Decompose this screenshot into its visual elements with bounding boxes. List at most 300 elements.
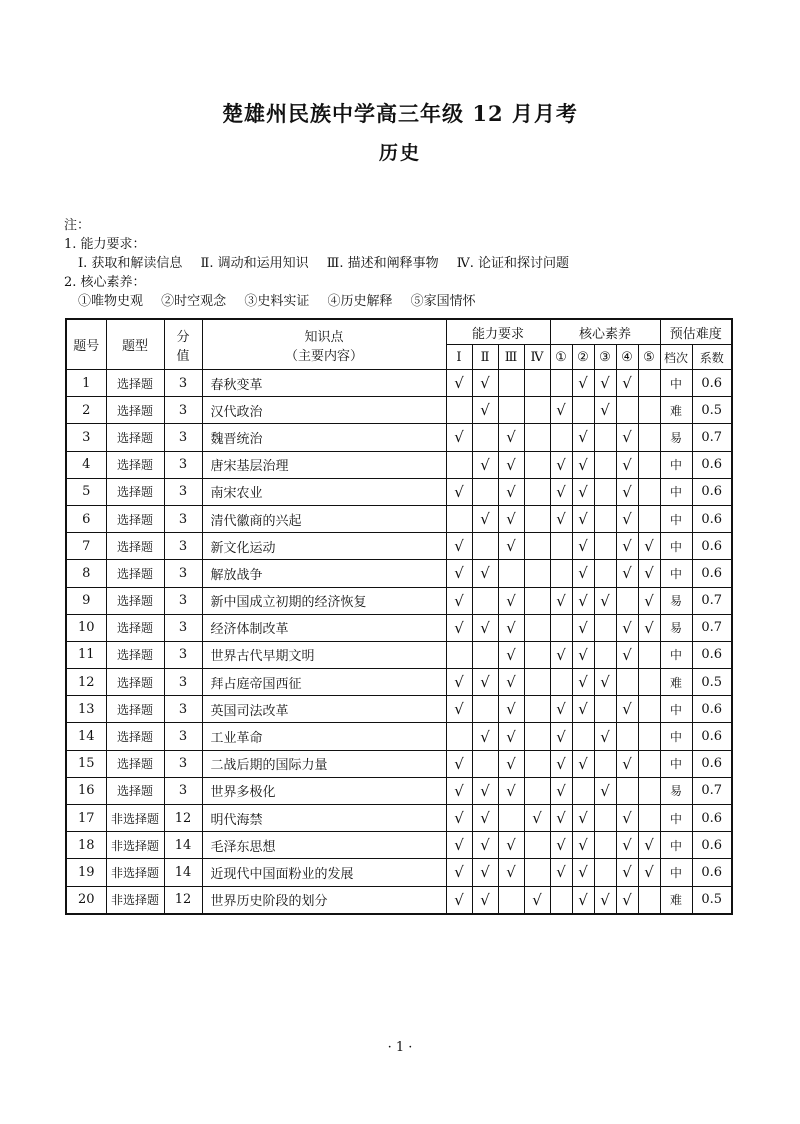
cell-ability-check bbox=[524, 641, 550, 668]
header-knowledge-line2: （主要内容） bbox=[284, 348, 363, 364]
cell-level: 中 bbox=[660, 451, 692, 478]
cell-score: 3 bbox=[164, 696, 202, 723]
cell-coef: 0.7 bbox=[692, 587, 732, 614]
cell-level: 难 bbox=[660, 397, 692, 424]
cell-ability-check: √ bbox=[446, 614, 472, 641]
cell-level: 中 bbox=[660, 750, 692, 777]
cell-literacy-check: √ bbox=[638, 533, 660, 560]
cell-topic: 新中国成立初期的经济恢复 bbox=[202, 587, 446, 614]
literacy-heading: 2. 核心素养： bbox=[64, 275, 146, 290]
cell-ability-check: √ bbox=[472, 886, 498, 914]
header-score-line1: 分 bbox=[176, 329, 190, 345]
cell-ability-check bbox=[498, 397, 524, 424]
cell-literacy-check bbox=[638, 723, 660, 750]
cell-ability-check bbox=[524, 370, 550, 397]
cell-topic: 新文化运动 bbox=[202, 533, 446, 560]
cell-ability-check bbox=[524, 505, 550, 532]
cell-literacy-check: √ bbox=[572, 451, 594, 478]
cell-type: 非选择题 bbox=[106, 805, 164, 832]
cell-type: 非选择题 bbox=[106, 832, 164, 859]
table-row bbox=[66, 750, 732, 777]
literacy-item: ⑤家国情怀 bbox=[410, 294, 476, 309]
cell-type: 非选择题 bbox=[106, 859, 164, 886]
cell-literacy-check bbox=[638, 805, 660, 832]
cell-ability-check bbox=[524, 750, 550, 777]
cell-ability-check: √ bbox=[498, 859, 524, 886]
cell-level: 中 bbox=[660, 723, 692, 750]
cell-ability-check bbox=[498, 805, 524, 832]
cell-literacy-check: √ bbox=[638, 560, 660, 587]
cell-literacy-check: √ bbox=[616, 478, 638, 505]
cell-ability-check: √ bbox=[498, 832, 524, 859]
cell-ability-check: √ bbox=[446, 424, 472, 451]
cell-literacy-check: √ bbox=[572, 832, 594, 859]
cell-type: 选择题 bbox=[106, 370, 164, 397]
cell-literacy-check: √ bbox=[616, 886, 638, 914]
cell-literacy-check: √ bbox=[572, 587, 594, 614]
header-literacy-col: ② bbox=[572, 345, 594, 370]
table-row bbox=[66, 696, 732, 723]
cell-score: 14 bbox=[164, 859, 202, 886]
cell-ability-check bbox=[524, 614, 550, 641]
cell-topic: 世界多极化 bbox=[202, 777, 446, 804]
table-row bbox=[66, 641, 732, 668]
table-row bbox=[66, 397, 732, 424]
cell-coef: 0.6 bbox=[692, 478, 732, 505]
notes-label: 注： bbox=[64, 218, 91, 233]
notes-section bbox=[64, 216, 744, 311]
cell-level: 中 bbox=[660, 805, 692, 832]
cell-ability-check bbox=[446, 505, 472, 532]
page-title: 楚雄州民族中学高三年级 12 月月考 bbox=[222, 101, 578, 126]
cell-literacy-check: √ bbox=[638, 587, 660, 614]
table-row bbox=[66, 832, 732, 859]
cell-literacy-check: √ bbox=[616, 805, 638, 832]
cell-coef: 0.6 bbox=[692, 641, 732, 668]
cell-literacy-check: √ bbox=[616, 832, 638, 859]
ability-item: Ⅰ. 获取和解读信息 bbox=[78, 256, 183, 271]
cell-ability-check: √ bbox=[446, 859, 472, 886]
cell-coef: 0.6 bbox=[692, 805, 732, 832]
cell-literacy-check: √ bbox=[550, 777, 572, 804]
cell-score: 3 bbox=[164, 478, 202, 505]
cell-score: 3 bbox=[164, 533, 202, 560]
cell-coef: 0.6 bbox=[692, 859, 732, 886]
cell-coef: 0.6 bbox=[692, 696, 732, 723]
table-row bbox=[66, 587, 732, 614]
cell-literacy-check: √ bbox=[550, 805, 572, 832]
cell-topic: 毛泽东思想 bbox=[202, 832, 446, 859]
cell-type: 选择题 bbox=[106, 560, 164, 587]
cell-literacy-check: √ bbox=[550, 832, 572, 859]
cell-score: 3 bbox=[164, 505, 202, 532]
cell-ability-check bbox=[498, 886, 524, 914]
header-difficulty: 预估难度 bbox=[660, 319, 732, 345]
cell-coef: 0.6 bbox=[692, 832, 732, 859]
header-knowledge bbox=[202, 319, 446, 370]
cell-literacy-check bbox=[594, 505, 616, 532]
cell-ability-check bbox=[446, 641, 472, 668]
cell-type: 选择题 bbox=[106, 641, 164, 668]
cell-score: 12 bbox=[164, 805, 202, 832]
cell-literacy-check: √ bbox=[572, 424, 594, 451]
cell-literacy-check: √ bbox=[550, 723, 572, 750]
cell-ability-check: √ bbox=[446, 696, 472, 723]
cell-score: 3 bbox=[164, 397, 202, 424]
cell-literacy-check bbox=[638, 696, 660, 723]
cell-number: 4 bbox=[66, 451, 106, 478]
cell-literacy-check: √ bbox=[616, 424, 638, 451]
cell-ability-check: √ bbox=[472, 370, 498, 397]
cell-score: 3 bbox=[164, 777, 202, 804]
header-ability-col: Ⅳ bbox=[524, 345, 550, 370]
cell-type: 选择题 bbox=[106, 533, 164, 560]
cell-level: 中 bbox=[660, 832, 692, 859]
subject-title: 历史 bbox=[378, 142, 421, 164]
cell-literacy-check: √ bbox=[638, 832, 660, 859]
cell-literacy-check: √ bbox=[550, 750, 572, 777]
table-row bbox=[66, 451, 732, 478]
cell-score: 3 bbox=[164, 370, 202, 397]
cell-literacy-check: √ bbox=[616, 451, 638, 478]
cell-literacy-check: √ bbox=[572, 614, 594, 641]
cell-ability-check bbox=[498, 560, 524, 587]
cell-ability-check: √ bbox=[498, 696, 524, 723]
cell-number: 3 bbox=[66, 424, 106, 451]
cell-literacy-check bbox=[550, 560, 572, 587]
cell-number: 11 bbox=[66, 641, 106, 668]
cell-ability-check bbox=[524, 424, 550, 451]
header-level: 档次 bbox=[660, 345, 692, 370]
cell-topic: 魏晋统治 bbox=[202, 424, 446, 451]
cell-score: 3 bbox=[164, 750, 202, 777]
cell-ability-check bbox=[524, 832, 550, 859]
literacy-list bbox=[64, 292, 744, 311]
cell-ability-check: √ bbox=[498, 614, 524, 641]
header-score-line2: 值 bbox=[176, 348, 190, 364]
cell-score: 3 bbox=[164, 587, 202, 614]
table-row bbox=[66, 723, 732, 750]
cell-score: 12 bbox=[164, 886, 202, 914]
cell-literacy-check: √ bbox=[638, 859, 660, 886]
cell-literacy-check bbox=[638, 641, 660, 668]
cell-type: 选择题 bbox=[106, 424, 164, 451]
cell-topic: 经济体制改革 bbox=[202, 614, 446, 641]
cell-ability-check: √ bbox=[498, 641, 524, 668]
cell-ability-check bbox=[472, 424, 498, 451]
cell-ability-check: √ bbox=[446, 587, 472, 614]
table-row bbox=[66, 614, 732, 641]
cell-type: 选择题 bbox=[106, 478, 164, 505]
cell-literacy-check: √ bbox=[572, 533, 594, 560]
cell-literacy-check bbox=[638, 478, 660, 505]
cell-level: 易 bbox=[660, 424, 692, 451]
cell-ability-check: √ bbox=[498, 723, 524, 750]
cell-literacy-check bbox=[638, 370, 660, 397]
cell-literacy-check bbox=[594, 832, 616, 859]
cell-literacy-check bbox=[550, 669, 572, 696]
cell-level: 中 bbox=[660, 370, 692, 397]
cell-ability-check: √ bbox=[472, 397, 498, 424]
cell-coef: 0.6 bbox=[692, 533, 732, 560]
cell-number: 6 bbox=[66, 505, 106, 532]
cell-literacy-check bbox=[594, 614, 616, 641]
cell-type: 选择题 bbox=[106, 587, 164, 614]
cell-number: 8 bbox=[66, 560, 106, 587]
cell-score: 3 bbox=[164, 451, 202, 478]
cell-ability-check bbox=[446, 723, 472, 750]
cell-literacy-check: √ bbox=[594, 370, 616, 397]
cell-type: 选择题 bbox=[106, 451, 164, 478]
cell-literacy-check: √ bbox=[616, 859, 638, 886]
table-row bbox=[66, 669, 732, 696]
cell-number: 5 bbox=[66, 478, 106, 505]
cell-level: 难 bbox=[660, 669, 692, 696]
cell-type: 选择题 bbox=[106, 614, 164, 641]
cell-literacy-check: √ bbox=[572, 669, 594, 696]
cell-literacy-check bbox=[638, 750, 660, 777]
cell-literacy-check bbox=[594, 424, 616, 451]
cell-literacy-check: √ bbox=[616, 370, 638, 397]
cell-ability-check: √ bbox=[498, 750, 524, 777]
cell-ability-check: √ bbox=[524, 805, 550, 832]
cell-literacy-check bbox=[550, 424, 572, 451]
cell-number: 16 bbox=[66, 777, 106, 804]
table-row bbox=[66, 805, 732, 832]
cell-literacy-check bbox=[616, 777, 638, 804]
cell-ability-check bbox=[498, 370, 524, 397]
cell-literacy-check bbox=[550, 533, 572, 560]
cell-literacy-check bbox=[616, 669, 638, 696]
cell-literacy-check: √ bbox=[572, 859, 594, 886]
cell-type: 选择题 bbox=[106, 750, 164, 777]
header-knowledge-line1: 知识点 bbox=[304, 329, 344, 345]
cell-number: 20 bbox=[66, 886, 106, 914]
cell-literacy-check bbox=[594, 750, 616, 777]
cell-ability-check bbox=[472, 478, 498, 505]
cell-literacy-check: √ bbox=[572, 805, 594, 832]
cell-literacy-check: √ bbox=[572, 641, 594, 668]
cell-ability-check: √ bbox=[446, 370, 472, 397]
cell-topic: 英国司法改革 bbox=[202, 696, 446, 723]
cell-ability-check: √ bbox=[472, 614, 498, 641]
cell-topic: 明代海禁 bbox=[202, 805, 446, 832]
cell-literacy-check bbox=[594, 560, 616, 587]
cell-score: 14 bbox=[164, 832, 202, 859]
cell-score: 3 bbox=[164, 723, 202, 750]
ability-item: Ⅳ. 论证和探讨问题 bbox=[456, 256, 570, 271]
cell-literacy-check bbox=[594, 696, 616, 723]
literacy-item: ④历史解释 bbox=[327, 294, 393, 309]
cell-ability-check bbox=[524, 859, 550, 886]
header-ability-col: Ⅲ bbox=[498, 345, 524, 370]
cell-type: 选择题 bbox=[106, 777, 164, 804]
cell-topic: 工业革命 bbox=[202, 723, 446, 750]
cell-ability-check bbox=[524, 723, 550, 750]
cell-ability-check: √ bbox=[446, 886, 472, 914]
cell-ability-check bbox=[524, 451, 550, 478]
cell-literacy-check: √ bbox=[572, 886, 594, 914]
cell-type: 选择题 bbox=[106, 397, 164, 424]
cell-literacy-check: √ bbox=[638, 614, 660, 641]
cell-ability-check: √ bbox=[472, 832, 498, 859]
cell-literacy-check: √ bbox=[550, 505, 572, 532]
cell-type: 非选择题 bbox=[106, 886, 164, 914]
cell-number: 15 bbox=[66, 750, 106, 777]
cell-ability-check: √ bbox=[472, 859, 498, 886]
cell-level: 中 bbox=[660, 533, 692, 560]
cell-literacy-check bbox=[638, 424, 660, 451]
cell-ability-check bbox=[446, 397, 472, 424]
cell-ability-check: √ bbox=[498, 478, 524, 505]
header-literacy-col: ④ bbox=[616, 345, 638, 370]
table-row bbox=[66, 370, 732, 397]
cell-ability-check: √ bbox=[472, 451, 498, 478]
cell-literacy-check bbox=[638, 886, 660, 914]
cell-literacy-check bbox=[638, 505, 660, 532]
cell-literacy-check bbox=[594, 451, 616, 478]
cell-literacy-check bbox=[550, 886, 572, 914]
cell-ability-check: √ bbox=[498, 505, 524, 532]
ability-item: Ⅲ. 描述和阐释事物 bbox=[326, 256, 439, 271]
table-row bbox=[66, 533, 732, 560]
cell-literacy-check: √ bbox=[616, 641, 638, 668]
cell-ability-check: √ bbox=[472, 669, 498, 696]
cell-literacy-check bbox=[616, 587, 638, 614]
cell-topic: 清代徽商的兴起 bbox=[202, 505, 446, 532]
cell-coef: 0.7 bbox=[692, 614, 732, 641]
cell-literacy-check bbox=[638, 669, 660, 696]
cell-level: 中 bbox=[660, 696, 692, 723]
cell-number: 18 bbox=[66, 832, 106, 859]
header-literacy-col: ③ bbox=[594, 345, 616, 370]
cell-literacy-check bbox=[616, 723, 638, 750]
ability-heading: 1. 能力要求： bbox=[64, 237, 146, 252]
cell-literacy-check: √ bbox=[616, 696, 638, 723]
cell-ability-check: √ bbox=[446, 560, 472, 587]
cell-literacy-check: √ bbox=[550, 696, 572, 723]
cell-literacy-check: √ bbox=[594, 587, 616, 614]
cell-level: 中 bbox=[660, 641, 692, 668]
cell-ability-check: √ bbox=[472, 505, 498, 532]
cell-coef: 0.6 bbox=[692, 451, 732, 478]
cell-number: 2 bbox=[66, 397, 106, 424]
cell-coef: 0.6 bbox=[692, 505, 732, 532]
cell-topic: 唐宋基层治理 bbox=[202, 451, 446, 478]
cell-literacy-check bbox=[594, 533, 616, 560]
cell-topic: 世界历史阶段的划分 bbox=[202, 886, 446, 914]
cell-literacy-check: √ bbox=[594, 397, 616, 424]
cell-literacy-check bbox=[638, 397, 660, 424]
cell-level: 中 bbox=[660, 505, 692, 532]
cell-score: 3 bbox=[164, 669, 202, 696]
cell-literacy-check: √ bbox=[594, 777, 616, 804]
cell-coef: 0.6 bbox=[692, 723, 732, 750]
literacy-item: ②时空观念 bbox=[161, 294, 227, 309]
cell-literacy-check bbox=[638, 451, 660, 478]
cell-ability-check: √ bbox=[446, 805, 472, 832]
cell-ability-check bbox=[446, 451, 472, 478]
cell-coef: 0.5 bbox=[692, 669, 732, 696]
cell-literacy-check: √ bbox=[594, 723, 616, 750]
cell-literacy-check bbox=[594, 641, 616, 668]
cell-number: 13 bbox=[66, 696, 106, 723]
cell-ability-check: √ bbox=[498, 533, 524, 560]
cell-ability-check: √ bbox=[472, 560, 498, 587]
header-type: 题型 bbox=[106, 319, 164, 370]
cell-ability-check bbox=[524, 696, 550, 723]
cell-literacy-check: √ bbox=[572, 478, 594, 505]
cell-number: 1 bbox=[66, 370, 106, 397]
cell-literacy-check: √ bbox=[594, 886, 616, 914]
cell-ability-check bbox=[524, 478, 550, 505]
cell-literacy-check: √ bbox=[550, 451, 572, 478]
cell-literacy-check: √ bbox=[550, 859, 572, 886]
cell-type: 选择题 bbox=[106, 505, 164, 532]
cell-topic: 拜占庭帝国西征 bbox=[202, 669, 446, 696]
cell-ability-check bbox=[472, 587, 498, 614]
cell-topic: 南宋农业 bbox=[202, 478, 446, 505]
cell-coef: 0.6 bbox=[692, 560, 732, 587]
header-number: 题号 bbox=[66, 319, 106, 370]
cell-coef: 0.5 bbox=[692, 886, 732, 914]
cell-level: 难 bbox=[660, 886, 692, 914]
cell-literacy-check: √ bbox=[616, 505, 638, 532]
cell-topic: 解放战争 bbox=[202, 560, 446, 587]
cell-ability-check: √ bbox=[498, 424, 524, 451]
cell-number: 17 bbox=[66, 805, 106, 832]
header-literacy: 核心素养 bbox=[550, 319, 660, 345]
cell-literacy-check bbox=[550, 614, 572, 641]
header-ability: 能力要求 bbox=[446, 319, 550, 345]
cell-ability-check bbox=[524, 777, 550, 804]
cell-score: 3 bbox=[164, 424, 202, 451]
cell-ability-check bbox=[524, 587, 550, 614]
cell-coef: 0.7 bbox=[692, 777, 732, 804]
table-row bbox=[66, 886, 732, 914]
cell-literacy-check bbox=[594, 859, 616, 886]
table-row bbox=[66, 424, 732, 451]
page-number: · 1 · bbox=[387, 1040, 413, 1055]
cell-ability-check: √ bbox=[498, 451, 524, 478]
cell-ability-check bbox=[524, 533, 550, 560]
cell-coef: 0.6 bbox=[692, 750, 732, 777]
cell-literacy-check: √ bbox=[572, 560, 594, 587]
cell-literacy-check: √ bbox=[616, 560, 638, 587]
table-row bbox=[66, 859, 732, 886]
cell-coef: 0.5 bbox=[692, 397, 732, 424]
table-row bbox=[66, 505, 732, 532]
cell-ability-check bbox=[524, 397, 550, 424]
cell-literacy-check bbox=[572, 397, 594, 424]
cell-literacy-check bbox=[550, 370, 572, 397]
header-ability-col: Ⅱ bbox=[472, 345, 498, 370]
cell-ability-check: √ bbox=[446, 750, 472, 777]
cell-literacy-check: √ bbox=[550, 587, 572, 614]
cell-type: 选择题 bbox=[106, 696, 164, 723]
header-score bbox=[164, 319, 202, 370]
cell-ability-check: √ bbox=[446, 669, 472, 696]
cell-level: 易 bbox=[660, 614, 692, 641]
cell-literacy-check bbox=[594, 805, 616, 832]
cell-coef: 0.7 bbox=[692, 424, 732, 451]
cell-score: 3 bbox=[164, 614, 202, 641]
cell-type: 选择题 bbox=[106, 723, 164, 750]
cell-ability-check: √ bbox=[524, 886, 550, 914]
cell-topic: 春秋变革 bbox=[202, 370, 446, 397]
literacy-item: ①唯物史观 bbox=[78, 294, 144, 309]
cell-ability-check bbox=[472, 750, 498, 777]
